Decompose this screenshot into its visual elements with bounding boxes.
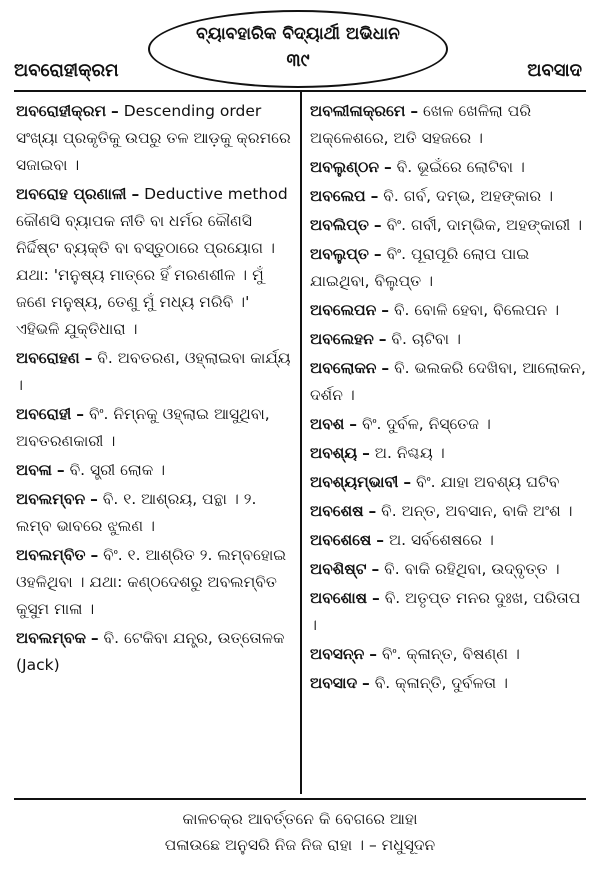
title-oval — [148, 10, 448, 88]
entry-headword: ଅବଶୋଷ — [310, 589, 368, 607]
entry-separator: – — [373, 216, 382, 234]
entry-separator: – — [90, 490, 98, 508]
entry-definition: ବିଂ. ଯାହା ଅବଶ୍ୟ ଘଟିବ — [416, 473, 560, 491]
entry-definition: ବି. ଭୂଇଁରେ ଲୋଟିବା । — [396, 158, 525, 176]
entry-headword: ଅବଲୁଣ୍ଠନ — [310, 158, 380, 176]
entry-headword: ଅବଲୁପ୍ତ — [310, 245, 369, 263]
entry-headword: ଅବଲେହନ — [310, 330, 374, 348]
entry-separator: – — [381, 301, 390, 319]
footer-quote — [0, 806, 600, 858]
dictionary-entry — [310, 556, 586, 583]
column-divider — [300, 92, 302, 794]
entry-headword: ଅବଲେପ — [310, 187, 366, 205]
entry-headword: ଅବଶେଷ — [310, 502, 364, 520]
dictionary-entry — [310, 411, 586, 438]
entry-separator: – — [378, 330, 387, 348]
entry-definition: ବିଂ. କ୍ଳାନ୍ତ, ବିଷଣ୍ଣ । — [381, 645, 520, 663]
entry-definition: ଖେଳ ଖେଳିଲା ପରି ଅକ୍ଳେଶରେ, ଅତି ସହଜରେ । — [310, 102, 532, 147]
entry-separator: – — [76, 405, 84, 423]
entry-headword: ଅବସନ୍ନ — [310, 645, 365, 663]
page-header — [0, 0, 600, 100]
entry-headword: ଅବରୋହଣ — [16, 349, 80, 367]
dictionary-entry — [16, 457, 292, 484]
entry-separator: – — [362, 444, 370, 462]
dictionary-entry — [310, 98, 586, 152]
entry-separator: – — [376, 531, 384, 549]
entry-definition: ଅ. ସର୍ବଶେଷରେ । — [388, 531, 494, 549]
entry-headword: ଅବଲୋକନ — [310, 359, 377, 377]
entry-separator: – — [369, 645, 377, 663]
dictionary-entry — [310, 241, 586, 295]
entry-separator: – — [373, 245, 382, 263]
dictionary-entry — [310, 183, 586, 210]
dictionary-entry — [310, 527, 586, 554]
entry-headword: ଅବଲିପ୍ତ — [310, 216, 369, 234]
entry-headword: ଅବସାଦ — [310, 674, 358, 692]
dictionary-entry — [310, 212, 586, 239]
entry-headword: ଅବଲମ୍ବନ — [16, 490, 86, 508]
dictionary-entry — [310, 641, 586, 668]
entry-definition: ବି. ଅନ୍ତ, ଅବସାନ, ବାକି ଅଂଶ । — [381, 502, 573, 520]
dictionary-entry — [310, 469, 586, 496]
guide-word-left: ଅବରୋହୀକ୍ରମ — [14, 60, 119, 81]
entry-definition: ବି. ଭଲକରି ଦେଖିବା, ଆଲୋକନ, ଦର୍ଶନ । — [310, 359, 586, 404]
entry-headword: ଅବଶ୍ୟମ୍ଭାବୀ — [310, 473, 399, 491]
entry-separator: – — [370, 187, 379, 205]
entry-headword: ଅବରୋହୀ — [16, 405, 72, 423]
entry-separator: – — [111, 102, 119, 120]
entry-separator: – — [381, 359, 390, 377]
entry-definition: ବିଂ. ନିମ୍ନକୁ ଓହ୍ଲାଇ ଆସୁଥିବା, ଅବତରଣକାରୀ । — [16, 405, 270, 450]
entry-separator: – — [362, 674, 370, 692]
dictionary-entry — [16, 181, 292, 343]
entry-definition: ବିଂ. ପୂରାପୂରି ଲୋପ ପାଇ ଯାଇଥିବା, ବିଲୁପ୍ତ । — [310, 245, 530, 290]
entry-separator: – — [349, 415, 358, 433]
page-number: ୩୯ — [286, 50, 310, 71]
entry-definition: Deductive method କୌଣସି ବ୍ୟାପକ ନୀତି ବା ଧର୍ମର କୌଣସି ନିର୍ଦ୍ଦିଷ୍ଟ ବ୍ୟକ୍ତି ବା ବସ୍ତୁଠାରେ ପ୍ରୟୋଗ । ଯଥା: 'ମନୁଷ୍ୟ ମାତ୍ରେ ହିଁ ମରଣଶୀଳ । ମୁଁ ଜଣେ ମନୁଷ୍ୟ, ତେଣୁ ମୁଁ ମଧ୍ୟ ମରିବି ।' ଏହିଭଳି ଯୁକ୍ତିଧାରା । — [16, 185, 288, 338]
entry-headword: ଅବଳା — [16, 461, 52, 479]
entry-separator: – — [56, 461, 65, 479]
entry-separator: – — [90, 629, 99, 647]
entry-definition: ବି. କ୍ଳାନ୍ତି, ଦୁର୍ବଳତା । — [374, 674, 509, 692]
dictionary-entry — [16, 625, 292, 679]
entry-definition: ବି. ବୋଳି ହେବା, ବିଲେପନ । — [393, 301, 560, 319]
dictionary-entry — [310, 326, 586, 353]
entry-definition: ବିଂ. ଗର୍ବୀ, ଦାମ୍ଭିକ, ଅହଙ୍କାରୀ । — [386, 216, 583, 234]
entry-headword: ଅବଲମ୍ବିତ — [16, 546, 86, 564]
entry-separator: – — [131, 185, 140, 203]
entry-definition: ବି. ଗର୍ବ, ଦମ୍ଭ, ଅହଙ୍କାର । — [383, 187, 554, 205]
entry-separator: – — [368, 502, 377, 520]
dictionary-entry — [310, 670, 586, 697]
entry-definition: ବି. ବାକି ରହିଥିବା, ଉଦ୍‌ବୃତ୍ତ । — [384, 560, 560, 578]
dictionary-entry — [16, 542, 292, 623]
entry-definition: ବି. ଟେକିବା ଯନ୍ତ୍ର, ଉତ୍ତୋଳକ (Jack) — [16, 629, 285, 674]
entry-separator: – — [403, 473, 412, 491]
entry-definition: ବିଂ. ଦୁର୍ବଳ, ନିସ୍ତେଜ । — [361, 415, 491, 433]
dictionary-entry — [310, 154, 586, 181]
entry-headword: ଅବଲେପନ — [310, 301, 377, 319]
right-column — [310, 98, 586, 699]
footer-rule — [14, 798, 586, 800]
dictionary-entry — [16, 98, 292, 179]
dictionary-entry — [310, 440, 586, 467]
dictionary-entry — [310, 355, 586, 409]
dictionary-title: ବ୍ୟାବହାରିକ ବିଦ୍ୟାର୍ଥୀ ଅଭିଧାନ — [196, 24, 400, 44]
dictionary-entry — [16, 401, 292, 455]
entry-headword: ଅବଲୀଳାକ୍ରମେ — [310, 102, 406, 120]
quote-line-2: ପଳାଉଛେ ଅନୁସରି ନିଜ ନିଜ ରାହା । – ମଧୁସୂଦନ — [164, 836, 436, 854]
entry-definition: ବି. ୧. ଆଶ୍ରୟ, ପନ୍ଥା । ୨. ଲମ୍ବ ଭାବରେ ଝୁଲଣ । — [16, 490, 257, 535]
dictionary-entry — [16, 345, 292, 399]
entry-headword: ଅବଶିଷ୍ଟ — [310, 560, 367, 578]
entry-definition: Descending order ସଂଖ୍ୟା ପ୍ରକୃତିକୁ ଉପରୁ ତଳ ଆଡ଼କୁ କ୍ରମରେ ସଜାଇବା । — [16, 102, 291, 174]
entry-definition: ବି. ଅବତରଣ, ଓହ୍ଲାଇବା କାର୍ଯ୍ୟ । — [16, 349, 291, 394]
dictionary-entry — [310, 585, 586, 639]
quote-line-1: କାଳଚକ୍ର ଆବର୍ତ୍ତନେ କି ବେଗରେ ଆହା — [182, 810, 418, 828]
entry-definition: ବି. ଚାଟିବା । — [391, 330, 461, 348]
entry-separator: – — [84, 349, 93, 367]
dictionary-entry — [310, 498, 586, 525]
entry-definition: ବି. ଅତୃପ୍ତ ମନର ଦୁଃଖ, ପରିତାପ । — [310, 589, 581, 634]
dictionary-entry — [310, 297, 586, 324]
left-column — [16, 98, 292, 681]
entry-definition: ବି. ସ୍ତ୍ରୀ ଲୋକ । — [69, 461, 166, 479]
entry-separator: – — [410, 102, 419, 120]
entry-separator: – — [371, 560, 380, 578]
entry-separator: – — [90, 546, 99, 564]
entry-headword: ଅବଲମ୍ବକ — [16, 629, 86, 647]
entry-definition: ଅ. ନିଶ୍ଚୟ । — [374, 444, 445, 462]
entry-separator: – — [372, 589, 380, 607]
dictionary-entry — [16, 486, 292, 540]
entry-headword: ଅବରୋହ ପ୍ରଣାଳୀ — [16, 185, 127, 203]
entry-headword: ଅବଶ୍ୟ — [310, 444, 358, 462]
entry-definition: ବିଂ. ୧. ଆଶ୍ରିତ ୨. ଲମ୍ବହୋଇ ଓହଳିଥିବା । ଯଥା: କଣ୍ଠଦେଶରୁ ଅବଲମ୍ବିତ କୁସୁମ ମାଳା । — [16, 546, 287, 618]
entry-headword: ଅବରୋହୀକ୍ରମ — [16, 102, 107, 120]
entry-headword: ଅବଶ — [310, 415, 345, 433]
guide-word-right: ଅବସାଦ — [527, 60, 582, 81]
entry-separator: – — [383, 158, 392, 176]
entry-headword: ଅବଶେଷେ — [310, 531, 372, 549]
